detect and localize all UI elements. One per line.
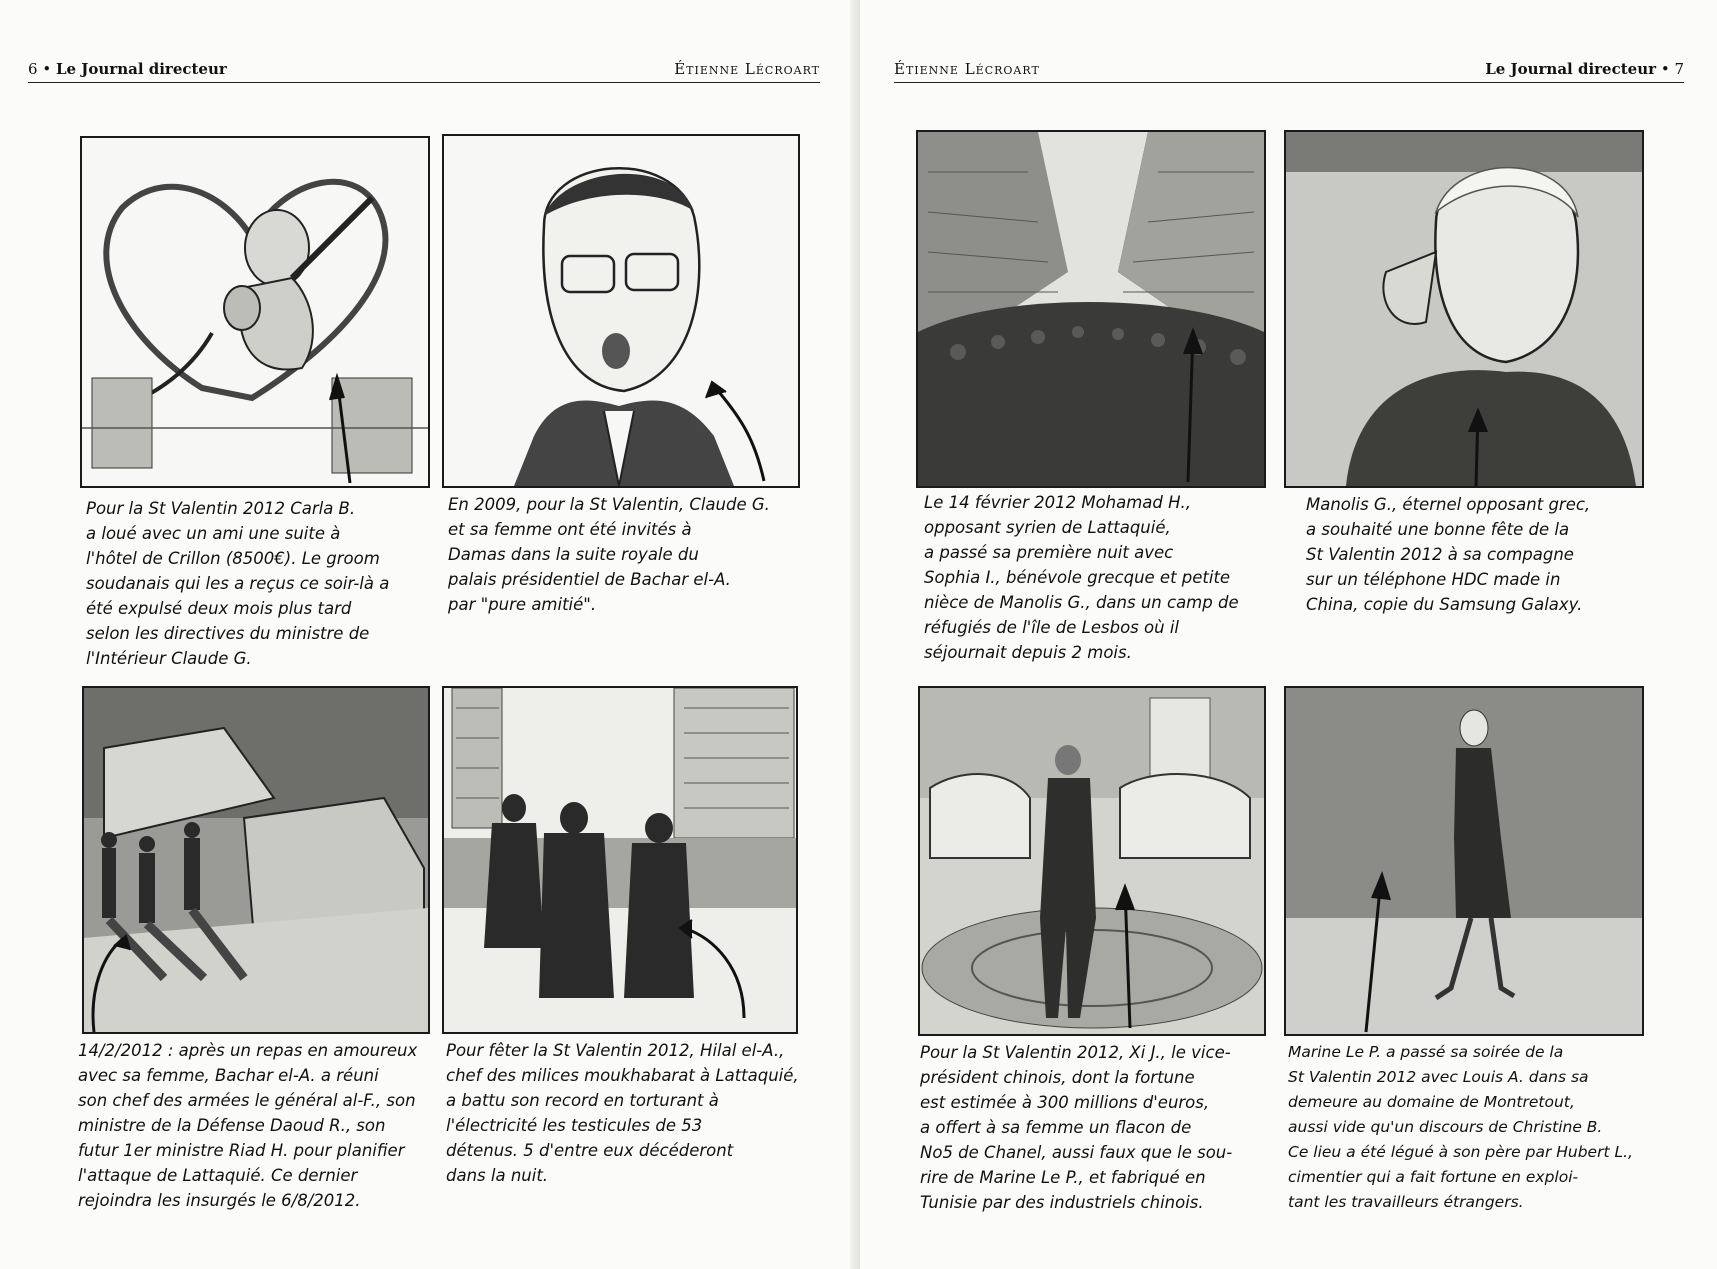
panel-carla-heart [80, 136, 430, 488]
caption-line: Damas dans la suite royale du [448, 545, 699, 564]
caption-line: 14/2/2012 : après un repas en amoureux [78, 1041, 418, 1060]
caption-line: rire de Marine Le P., et fabriqué en [920, 1168, 1206, 1187]
left-journal-title: Le Journal directeur [55, 60, 227, 78]
caption-line: été expulsé deux mois plus tard [86, 599, 352, 618]
left-page [0, 0, 858, 1269]
panel-manolis-phone [1284, 130, 1644, 488]
illustration-militia-walking [444, 688, 796, 1032]
left-header-title [28, 60, 227, 78]
caption-line: selon les directives du ministre de [86, 624, 370, 643]
caption-line: l'hôtel de Crillon (8500€). Le groom [86, 549, 380, 568]
caption-line: cimentier qui a fait fortune en exploi- [1288, 1168, 1579, 1186]
caption-line: Le 14 février 2012 Mohamad H., [924, 493, 1192, 512]
caption-line: a loué avec un ami une suite à [86, 524, 341, 543]
caption-line: a souhaité une bonne fête de la [1306, 520, 1570, 539]
illustration-woman-walking [1286, 688, 1642, 1034]
caption-line: Sophia I., bénévole grecque et petite [924, 568, 1231, 587]
caption-line: opposant syrien de Lattaquié, [924, 518, 1171, 537]
illustration-man-suit-room [920, 688, 1264, 1034]
caption-panel-4 [446, 1038, 799, 1188]
caption-line: a offert à sa femme un flacon de [920, 1118, 1192, 1137]
right-header-title [1485, 60, 1684, 78]
caption-line: réfugiés de l'île de Lesbos où il [924, 618, 1179, 637]
caption-panel-1 [86, 496, 389, 671]
illustration-old-man-phone [1286, 132, 1642, 486]
caption-line: est estimée à 300 millions d'euros, [920, 1093, 1210, 1112]
caption-panel-6 [1306, 492, 1590, 617]
caption-line: soudanais qui les a reçus ce soir-là a [86, 574, 390, 593]
left-header-bullet: • [42, 60, 52, 78]
caption-panel-3 [78, 1038, 417, 1213]
caption-line: aussi vide qu'un discours de Christine B. [1288, 1118, 1603, 1136]
caption-line: détenus. 5 d'entre eux décéderont [446, 1141, 734, 1160]
caption-line: Manolis G., éternel opposant grec, [1306, 495, 1591, 514]
caption-line: palais présidentiel de Bachar el-A. [448, 570, 731, 589]
caption-line: a battu son record en torturant à [446, 1091, 719, 1110]
caption-line: par "pure amitié". [448, 595, 597, 614]
caption-line: Pour la St Valentin 2012 Carla B. [86, 499, 356, 518]
caption-line: avec sa femme, Bachar el-A. a réuni [78, 1066, 379, 1085]
left-page-header [28, 58, 820, 83]
caption-line: sur un téléphone HDC made in [1306, 570, 1561, 589]
caption-panel-8 [1288, 1040, 1633, 1215]
right-header-author: Étienne Lécroart [894, 60, 1040, 78]
panel-claude-portrait [442, 134, 800, 488]
panel-xi-interior [918, 686, 1266, 1036]
caption-line: et sa femme ont été invités à [448, 520, 692, 539]
illustration-crowd [918, 132, 1264, 486]
caption-line: St Valentin 2012 avec Louis A. dans sa [1288, 1068, 1589, 1086]
right-journal-title: Le Journal directeur [1485, 60, 1657, 78]
caption-line: chef des milices moukhabarat à Lattaquié, [446, 1066, 799, 1085]
caption-line: demeure au domaine de Montretout, [1288, 1093, 1575, 1111]
caption-panel-7 [920, 1040, 1232, 1215]
caption-line: l'électricité les testicules de 53 [446, 1116, 703, 1135]
illustration-heart-couple [82, 138, 428, 486]
left-header-author: Étienne Lécroart [674, 60, 820, 78]
caption-line: En 2009, pour la St Valentin, Claude G. [448, 495, 770, 514]
panel-marine-walking [1284, 686, 1644, 1036]
caption-panel-2 [448, 492, 770, 617]
caption-line: futur 1er ministre Riad H. pour planifier [78, 1141, 405, 1160]
illustration-man-glasses [444, 136, 798, 486]
caption-line: China, copie du Samsung Galaxy. [1306, 595, 1583, 614]
caption-line: l'Intérieur Claude G. [86, 649, 252, 668]
caption-line: l'attaque de Lattaquié. Ce dernier [78, 1166, 358, 1185]
caption-panel-5 [924, 490, 1239, 665]
panel-crowd-street [916, 130, 1266, 488]
caption-line: président chinois, dont la fortune [920, 1068, 1195, 1087]
caption-line: dans la nuit. [446, 1166, 549, 1185]
caption-line: Tunisie par des industriels chinois. [920, 1193, 1204, 1212]
panel-night-street [82, 686, 430, 1034]
caption-line: a passé sa première nuit avec [924, 543, 1174, 562]
left-page-number: 6 [28, 60, 38, 78]
caption-line: séjournait depuis 2 mois. [924, 643, 1132, 662]
right-page-number: 7 [1674, 60, 1684, 78]
caption-line: tant les travailleurs étrangers. [1288, 1193, 1524, 1211]
caption-line: Pour la St Valentin 2012, Xi J., le vice- [920, 1043, 1231, 1062]
caption-line: Marine Le P. a passé sa soirée de la [1288, 1043, 1564, 1061]
caption-line: St Valentin 2012 à sa compagne [1306, 545, 1574, 564]
caption-line: son chef des armées le général al-F., son [78, 1091, 416, 1110]
caption-line: nièce de Manolis G., dans un camp de [924, 593, 1239, 612]
caption-line: Ce lieu a été légué à son père par Hubert L., [1288, 1143, 1633, 1161]
caption-line: rejoindra les insurgés le 6/8/2012. [78, 1191, 361, 1210]
panel-militia [442, 686, 798, 1034]
right-page-header [894, 58, 1684, 83]
caption-line: ministre de la Défense Daoud R., son [78, 1116, 386, 1135]
right-header-bullet: • [1660, 60, 1670, 78]
caption-line: Pour fêter la St Valentin 2012, Hilal el-A., [446, 1041, 785, 1060]
illustration-night-cars [84, 688, 428, 1032]
caption-line: No5 de Chanel, aussi faux que le sou- [920, 1143, 1233, 1162]
right-page [860, 0, 1717, 1269]
